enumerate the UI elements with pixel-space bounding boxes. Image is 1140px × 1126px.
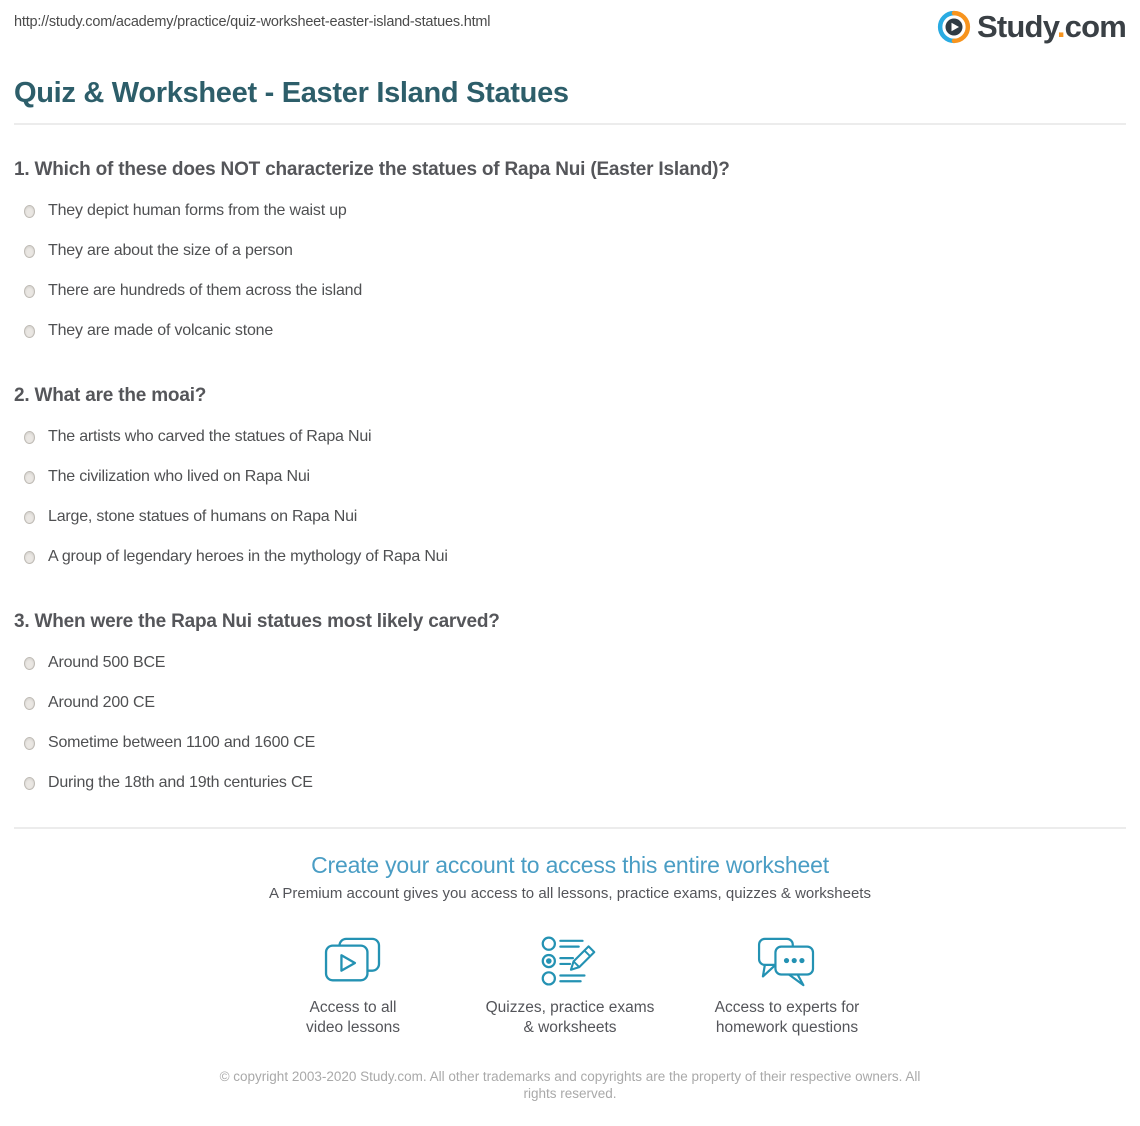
page-url: http://study.com/academy/practice/quiz-worksheet-easter-island-statues.html bbox=[14, 14, 491, 30]
feature-quizzes-worksheets bbox=[462, 936, 679, 1038]
feature-label: Quizzes, practice exams & worksheets bbox=[485, 999, 655, 1036]
answer-option-label: There are hundreds of them across the island bbox=[48, 282, 363, 299]
answer-option[interactable] bbox=[14, 457, 1126, 497]
question-3-options bbox=[14, 643, 1126, 803]
answer-option-label: They are about the size of a person bbox=[48, 242, 293, 259]
feature-expert-help bbox=[679, 936, 896, 1038]
page-title: Quiz & Worksheet - Easter Island Statues bbox=[14, 77, 569, 109]
feature-video-lessons bbox=[245, 936, 462, 1038]
answer-option-label: They depict human forms from the waist up bbox=[48, 202, 347, 219]
feature-row bbox=[0, 936, 1140, 1038]
answer-option[interactable] bbox=[14, 311, 1126, 351]
answer-option[interactable] bbox=[14, 271, 1126, 311]
answer-option[interactable] bbox=[14, 417, 1126, 457]
worksheet-divider bbox=[14, 827, 1126, 829]
answer-option[interactable] bbox=[14, 723, 1126, 763]
studycom-logo-text: Study.com bbox=[977, 9, 1126, 44]
answer-option-label: A group of legendary heroes in the mythology of Rapa Nui bbox=[48, 548, 448, 565]
radio-button[interactable] bbox=[24, 777, 35, 790]
radio-button[interactable] bbox=[24, 657, 35, 670]
radio-button[interactable] bbox=[24, 285, 35, 298]
copyright-notice: © copyright 2003-2020 Study.com. All other trademarks and copyrights are the property of their respective owners. All rights reserved. bbox=[219, 1069, 921, 1101]
quiz-pencil-icon bbox=[462, 936, 679, 988]
answer-option-label: Around 500 BCE bbox=[48, 654, 166, 671]
radio-button[interactable] bbox=[24, 471, 35, 484]
chat-bubbles-icon bbox=[679, 936, 896, 988]
question-3 bbox=[14, 611, 1126, 803]
question-1-options bbox=[14, 191, 1126, 351]
answer-option-label: Large, stone statues of humans on Rapa Nui bbox=[48, 508, 358, 525]
answer-option[interactable] bbox=[14, 191, 1126, 231]
create-account-section bbox=[0, 851, 1140, 903]
answer-option[interactable] bbox=[14, 231, 1126, 271]
radio-button[interactable] bbox=[24, 737, 35, 750]
answer-option[interactable] bbox=[14, 537, 1126, 577]
quiz-question-list bbox=[14, 159, 1126, 803]
question-2 bbox=[14, 385, 1126, 577]
studycom-logo[interactable] bbox=[937, 9, 1126, 45]
radio-button[interactable] bbox=[24, 245, 35, 258]
radio-button[interactable] bbox=[24, 551, 35, 564]
feature-label: Access to experts for homework questions bbox=[714, 999, 860, 1036]
answer-option-label: During the 18th and 19th centuries CE bbox=[48, 774, 313, 791]
radio-button[interactable] bbox=[24, 697, 35, 710]
question-2-options bbox=[14, 417, 1126, 577]
answer-option[interactable] bbox=[14, 763, 1126, 803]
radio-button[interactable] bbox=[24, 511, 35, 524]
answer-option[interactable] bbox=[14, 643, 1126, 683]
cta-subtitle: A Premium account gives you access to all lessons, practice exams, quizzes & worksheets bbox=[269, 885, 871, 902]
radio-button[interactable] bbox=[24, 431, 35, 444]
question-3-heading: 3. When were the Rapa Nui statues most likely carved? bbox=[14, 611, 500, 632]
logo-orange-dot: . bbox=[1056, 9, 1065, 44]
video-lessons-icon bbox=[245, 936, 462, 988]
answer-option[interactable] bbox=[14, 497, 1126, 537]
answer-option[interactable] bbox=[14, 683, 1126, 723]
cta-title: Create your account to access this entire worksheet bbox=[311, 852, 829, 878]
question-1 bbox=[14, 159, 1126, 351]
feature-label: Access to all video lessons bbox=[306, 999, 400, 1036]
answer-option-label: Around 200 CE bbox=[48, 694, 155, 711]
page-header bbox=[0, 0, 1140, 50]
radio-button[interactable] bbox=[24, 325, 35, 338]
question-1-heading: 1. Which of these does NOT characterize the statues of Rapa Nui (Easter Island)? bbox=[14, 159, 730, 180]
radio-button[interactable] bbox=[24, 205, 35, 218]
answer-option-label: They are made of volcanic stone bbox=[48, 322, 274, 339]
question-2-heading: 2. What are the moai? bbox=[14, 385, 207, 406]
studycom-logo-icon bbox=[937, 10, 971, 44]
title-divider bbox=[14, 123, 1126, 125]
answer-option-label: Sometime between 1100 and 1600 CE bbox=[48, 734, 316, 751]
answer-option-label: The civilization who lived on Rapa Nui bbox=[48, 468, 310, 485]
answer-option-label: The artists who carved the statues of Rapa Nui bbox=[48, 428, 372, 445]
